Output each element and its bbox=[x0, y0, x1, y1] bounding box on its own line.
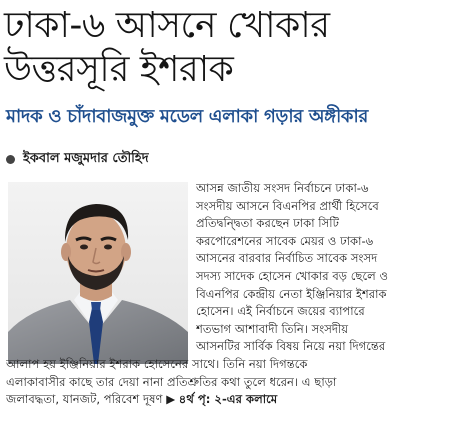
continuation-link[interactable]: ৪র্থ পৃ: ২-এর কলামে bbox=[178, 392, 278, 407]
body-line: আসন্ন জাতীয় সংসদ নির্বাচনে ঢাকা-৬ bbox=[196, 181, 369, 195]
headline bbox=[4, 4, 464, 92]
body-line: হোসেন। এই নির্বাচনে জয়ের ব্যাপারে bbox=[196, 304, 365, 319]
article-body bbox=[0, 180, 466, 447]
body-line: আসনের বারবার নির্বাচিত সাবেক সংসদ bbox=[196, 251, 378, 266]
body-line: সংসদীয় আসনে বিএনপির প্রার্থী হিসেবে bbox=[196, 198, 379, 213]
body-line: করপোরেশনের সাবেক মেয়র ও ঢাকা-৬ bbox=[196, 233, 374, 248]
continuation-arrow-icon: ▶ bbox=[166, 392, 176, 407]
body-line: শতভাগ আশাবাদী তিনি। সংসদীয় bbox=[196, 321, 349, 336]
body-line: সদস্য সাদেক হোসেন খোকার বড় ছেলে ও bbox=[196, 269, 388, 283]
byline-bullet-icon bbox=[6, 155, 15, 164]
subheadline: মাদক ও চাঁদাবাজমুক্ত মডেল এলাকা গড়ার অঙ্গীকার bbox=[6, 106, 369, 127]
headline-line-1: ঢাকা-৬ আসনে খোকার bbox=[4, 5, 330, 46]
headline-line-2: উত্তরসূরি ইশরাক bbox=[4, 49, 234, 90]
body-line: এলাকাবাসীর কাছে তার দেয়া নানা প্রতিশ্রুতির কথা তুলে ধরেন। এ ছাড়া bbox=[6, 374, 337, 389]
body-line: আলাপ হয় ইঞ্জিনিয়ার ইশরাক হোসেনের সাথে। তিনি নয়া দিগন্তকে bbox=[6, 357, 308, 371]
body-line: বিএনপির কেন্দ্রীয় নেতা ইঞ্জিনিয়ার ইশরাক bbox=[196, 286, 387, 301]
byline-author: ইকবাল মজুমদার তৌহিদ bbox=[23, 150, 149, 166]
body-line-last bbox=[6, 391, 462, 409]
body-line: আসনটির সার্বিক বিষয় নিয়ে নয়া দিগন্তের bbox=[196, 339, 386, 354]
body-line: প্রতিদ্বন্দ্বিতা করছেন ঢাকা সিটি bbox=[196, 216, 339, 231]
byline bbox=[6, 148, 149, 170]
body-line-text: জলাবদ্ধতা, যানজট, পরিবেশ দূষণ bbox=[6, 392, 163, 407]
